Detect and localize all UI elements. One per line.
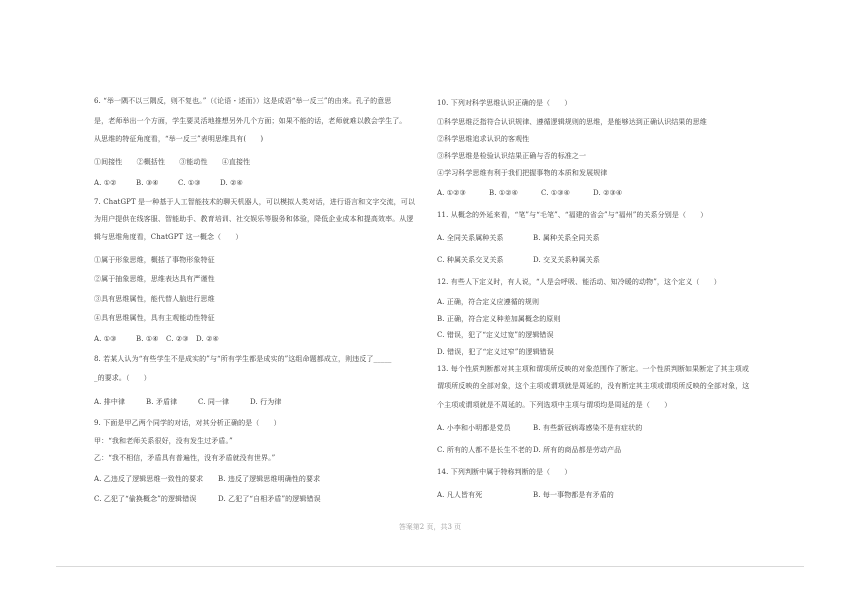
q14-options	[437, 490, 614, 500]
q7-item: ①属于形象思维，概括了事物形象特征	[94, 256, 215, 264]
option-a: A. 凡人皆有死	[437, 491, 483, 499]
option-c: C. ②③	[166, 335, 189, 343]
option-b: B. 有些新冠病毒感染不是有症状的	[533, 424, 643, 432]
exam-page	[56, 64, 804, 569]
q7-item: ④具有思维属性，具有主观能动性特征	[94, 314, 215, 322]
q8-stem: _的要求。（ ）	[94, 374, 151, 382]
q12-option: A. 正确，符合定义应遵循的规则	[437, 298, 540, 306]
q10-item: ①科学思维泛指符合认识规律、遵循逻辑规则的思维，是能够达到正确认识结果的思维	[437, 118, 707, 126]
q7-item: ②属于抽象思维，思维表达具有严谨性	[94, 275, 215, 283]
option-c: C. 种属关系交叉关系	[437, 256, 504, 264]
q13-stem: 谓项所反映的全部对象，这个主项或谓项就是周延的，没有断定其主项或谓项所反映的全部对象，这	[437, 382, 750, 390]
q10-item: ④学习科学思维有利于我们把握事物的本质和发展规律	[437, 169, 608, 177]
option-a: A. 排中律	[94, 398, 126, 406]
q11-options-row2	[437, 255, 600, 265]
option-b: B. ①④	[136, 335, 159, 343]
q11-stem: 11. 从概念的外延来看，“笔”与“毛笔”、“福建的省会”与“福州”的关系分别是（ ）	[437, 211, 708, 219]
option-a: A. ①③	[94, 335, 117, 343]
q9-options-row1	[94, 474, 320, 484]
option-b: B. 矛盾律	[146, 398, 178, 406]
q8-stem: 8. 若某人认为“有些学生不是成实的”与“所有学生都是成实的”这组命题都成立，则违反了_____	[94, 355, 392, 363]
q6-stem: 6. “举一隅不以三隅反，则不复也。”（《论语・述而》）这是成语“举一反三”的由来。孔子的意思	[94, 97, 392, 105]
option-d: D. 乙犯了“自相矛盾”的逻辑错误	[218, 495, 321, 503]
q13-stem: 13. 每个性质判断都对其主项和谓项所反映的对象范围作了断定。一个性质判断如果断定了其主项或	[437, 365, 749, 373]
q9-dialogue-yi: 乙：“我不相信，矛盾具有普遍性，没有矛盾就没有世界。”	[94, 454, 276, 462]
option-d: D. 行为律	[250, 398, 282, 406]
option-a: A. ①②③	[437, 189, 466, 197]
option-a: A. 小李和小明都是党员	[437, 424, 511, 432]
q7-stem: 7. ChatGPT 是一种基于人工智能技术的聊天机器人，可以模拟人类对话，进行语言和文字交流，可以	[94, 198, 415, 206]
q6-stem: 是，老师举出一个方面，学生要灵活地推想另外几个方面；如果不能的话，老师就难以教会学生了。	[94, 117, 407, 125]
q9-stem: 9. 下面是甲乙两个同学的对话，对其分析正确的是（ ）	[94, 419, 281, 427]
option-c: C. 同一律	[198, 398, 230, 406]
bottom-divider	[56, 566, 804, 567]
option-d: D. 交叉关系种属关系	[533, 256, 600, 264]
q12-option: D. 错误，犯了“定义过窄”的逻辑错误	[437, 348, 554, 356]
option-a: A. ①②	[94, 179, 117, 187]
q7-options	[94, 334, 226, 344]
q7-stem: 辑与思维角度看，ChatGPT 这一概念（ ）	[94, 233, 243, 241]
option-b: B. ③④	[136, 179, 159, 187]
q6-items: ①间接性 ②概括性 ③能动性 ④直接性	[94, 158, 251, 166]
option-c: C. ①③	[178, 179, 201, 187]
q7-item: ③具有思维属性，能代替人脑进行思维	[94, 295, 215, 303]
q10-item: ③科学思维是检验认识结果正确与否的标准之一	[437, 152, 587, 160]
page-footer: 答案第2 页，共3 页	[398, 523, 462, 531]
option-b: B. 违反了逻辑思维明确性的要求	[218, 475, 321, 483]
q12-stem: 12. 有些人下定义时，有人说，“人是会呼吸、能活动、知冷暖的动物”，这个定义（ ）	[437, 278, 721, 286]
q13-options-row2	[437, 445, 621, 455]
q10-stem: 10. 下列对科学思维认识正确的是（ ）	[437, 99, 572, 107]
q12-option: B. 正确，符合定义种差加属概念的原则	[437, 315, 561, 323]
option-d: D. ②③④	[593, 189, 623, 197]
option-c: C. 乙犯了“偷换概念”的逻辑错误	[94, 495, 197, 503]
option-d: D. 所有的商品都是劳动产品	[533, 446, 622, 454]
option-c: C. ①③④	[541, 189, 570, 197]
option-a: A. 乙违反了逻辑思维一致性的要求	[94, 475, 204, 483]
q13-options-row1	[437, 423, 642, 433]
q6-options	[94, 178, 262, 188]
q11-options-row1	[437, 233, 600, 243]
q13-stem: 个主项或谓项就是不周延的。下列选项中主项与谓项均是周延的是（ ）	[437, 401, 672, 409]
q9-options-row2	[94, 494, 321, 504]
option-a: A. 全同关系属种关系	[437, 234, 504, 242]
option-b: B. ①②④	[489, 189, 519, 197]
q8-options	[94, 397, 302, 407]
q6-stem: 从思维的特征角度看，“举一反三”表明思维具有( )	[94, 135, 264, 143]
q10-options	[437, 188, 645, 198]
option-b: B. 属种关系全同关系	[533, 234, 600, 242]
option-d: D. ②④	[220, 179, 243, 187]
q12-option: C. 错误，犯了“定义过宽”的逻辑错误	[437, 331, 554, 339]
q7-stem: 为用户提供在线客服、智能助手、教育培训、社交娱乐等服务和体验，降低企业成本和提高效率。从逻	[94, 215, 414, 223]
option-d: D. ②④	[196, 335, 219, 343]
option-c: C. 所有的人都不是长生不老的	[437, 446, 533, 454]
option-b: B. 每一事物都是有矛盾的	[533, 491, 614, 499]
q14-stem: 14. 下列判断中属于特称判断的是（ ）	[437, 468, 572, 476]
q9-dialogue-jia: 甲：“我和老师关系很好，没有发生过矛盾。”	[94, 437, 233, 445]
q10-item: ②科学思维追求认识的客观性	[437, 135, 530, 143]
